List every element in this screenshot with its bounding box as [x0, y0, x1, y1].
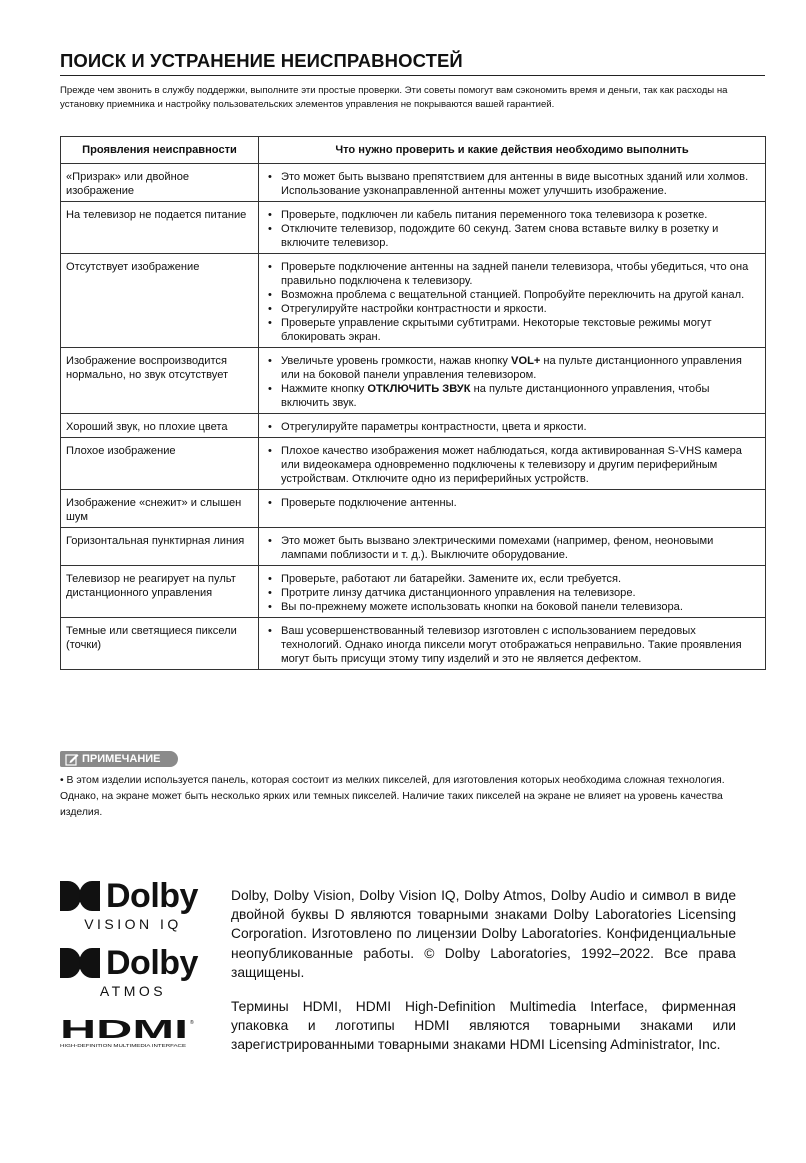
bullet-marker: • [268, 625, 272, 637]
bullet-marker: • [268, 171, 272, 183]
actions-cell [259, 528, 766, 566]
symptom-cell: Горизонтальная пунктирная линия [61, 528, 259, 566]
bullet-marker: • [268, 445, 272, 457]
bullet-marker: • [268, 209, 272, 221]
action-item [265, 302, 759, 316]
action-item [265, 420, 759, 434]
symptom-cell: Отсутствует изображение [61, 254, 259, 348]
action-text: Отрегулируйте параметры контрастности, цвета и яркости. [281, 421, 587, 433]
action-text: Это может быть вызвано препятствием для антенны в виде высотных зданий или холмов. Использование узконаправленной антенны может улучшить изображение. [281, 171, 749, 197]
atmos-label: ATMOS [99, 983, 167, 999]
troubleshooting-table [60, 136, 766, 670]
action-item [265, 600, 759, 614]
action-text: Нажмите кнопку [281, 383, 368, 395]
symptom-cell: Плохое изображение [61, 438, 259, 490]
bullet-marker: • [268, 355, 272, 367]
bullet-marker: • [268, 261, 272, 273]
button-name-text: VOL+ [511, 355, 541, 367]
action-item [265, 222, 759, 250]
dolby-wordmark: Dolby [106, 877, 198, 915]
table-row [61, 202, 766, 254]
action-text: Проверьте, работают ли батарейки. Замените их, если требуется. [281, 573, 622, 585]
button-name-text: ОТКЛЮЧИТЬ ЗВУК [367, 383, 471, 395]
action-text: Отрегулируйте настройки контрастности и яркости. [281, 303, 547, 315]
action-list [265, 208, 759, 250]
action-text: Возможна проблема с вещательной станцией. Попробуйте переключить на другой канал. [281, 289, 745, 301]
vision-iq-label: VISION IQ [84, 916, 182, 932]
table-row [61, 164, 766, 202]
dolby-legal-text: Dolby, Dolby Vision, Dolby Vision IQ, Dolby Atmos, Dolby Audio и символ в виде двойной буквы D являются товарными знаками Dolby Laboratories Licensing Corporation. Изготовлено по лицензии Dolby Laboratories. Конфиденциальные неопубликованные работы. © Dolby Laboratories, 1992–2022. Все права защищены. [231, 888, 736, 980]
note-badge [60, 751, 178, 767]
action-item [265, 316, 759, 344]
action-item [265, 354, 759, 382]
action-list [265, 572, 759, 614]
action-item [265, 586, 759, 600]
action-text: Плохое качество изображения может наблюдаться, когда активированная S-VHS камера или видеокамера одновременно подключены к телевизору и другим периферийным устройствам. Отключите одно из периферийных устройств. [281, 445, 742, 485]
action-list [265, 624, 759, 666]
action-item [265, 170, 759, 198]
bullet-marker: • [268, 223, 272, 235]
action-list [265, 260, 759, 344]
action-list [265, 444, 759, 486]
pencil-note-icon [65, 752, 79, 766]
action-text: Увеличьте уровень громкости, нажав кнопку [281, 355, 512, 367]
bullet-marker: • [268, 587, 272, 599]
actions-cell [259, 202, 766, 254]
bullet-marker: • [268, 383, 272, 395]
action-text: Вы по-прежнему можете использовать кнопки на боковой панели телевизора. [281, 601, 683, 613]
hdmi-logo [60, 1018, 198, 1055]
title-divider [60, 75, 765, 76]
actions-cell [259, 566, 766, 618]
symptom-cell: Изображение «снежит» и слышен шум [61, 490, 259, 528]
bullet-marker: • [268, 535, 272, 547]
symptom-cell: Телевизор не реагирует на пульт дистанционного управления [61, 566, 259, 618]
table-row [61, 528, 766, 566]
action-text: Проверьте управление скрытыми субтитрами. Некоторые текстовые режимы могут блокировать экран. [281, 317, 712, 343]
dolby-atmos-logo [60, 943, 198, 999]
action-text: Протрите линзу датчика дистанционного управления на телевизоре. [281, 587, 636, 599]
symptom-cell: Хороший звук, но плохие цвета [61, 414, 259, 438]
table-header-row [61, 137, 766, 164]
action-text: на пульте дистанционного управления, чтобы включить звук. [281, 383, 710, 409]
actions-cell [259, 490, 766, 528]
action-item [265, 496, 759, 510]
table-row [61, 348, 766, 414]
action-text: Проверьте подключение антенны на задней панели телевизора, чтобы убедиться, что она правильно подключена к телевизору. [281, 261, 749, 287]
table-row [61, 618, 766, 670]
bullet-marker: • [268, 421, 272, 433]
column-header-actions: Что нужно проверить и какие действия необходимо выполнить [259, 137, 766, 164]
table-row [61, 254, 766, 348]
column-header-symptom: Проявления неисправности [61, 137, 259, 164]
table-row [61, 566, 766, 618]
action-item [265, 624, 759, 666]
action-list [265, 496, 759, 510]
bullet-marker: • [268, 573, 272, 585]
actions-cell [259, 414, 766, 438]
bullet-marker: • [268, 289, 272, 301]
action-text: на пульте дистанционного управления или на боковой панели управления телевизором. [281, 355, 742, 381]
table-row [61, 438, 766, 490]
intro-paragraph: Прежде чем звонить в службу поддержки, выполните эти простые проверки. Эти советы помогут вам сэкономить время и деньги, так как расходы на установку приемника и настройку пользовательских элементов управления не покрываются вашей гарантией. [60, 85, 728, 110]
bullet-marker: • [268, 317, 272, 329]
bullet-marker: • [268, 601, 272, 613]
svg-text:HIGH-DEFINITION MULTIMEDIA INT: HIGH-DEFINITION MULTIMEDIA INTERFACE [60, 1043, 187, 1048]
actions-cell [259, 254, 766, 348]
action-list [265, 534, 759, 562]
actions-cell [259, 618, 766, 670]
actions-cell [259, 348, 766, 414]
symptom-cell: Темные или светящиеся пиксели (точки) [61, 618, 259, 670]
dolby-wordmark: Dolby [106, 944, 198, 982]
symptom-cell: Изображение воспроизводится нормально, но звук отсутствует [61, 348, 259, 414]
dolby-vision-iq-logo [60, 876, 198, 932]
dolby-double-d-icon [60, 881, 100, 911]
action-item [265, 260, 759, 288]
hdmi-wordmark-icon [60, 1018, 198, 1050]
actions-cell [259, 164, 766, 202]
action-item [265, 572, 759, 586]
action-text: Ваш усовершенствованный телевизор изготовлен с использованием передовых технологий. Однако иногда пиксели могут отображаться неправильно. Такие проявления могут быть присущи этому типу изделий и это не является дефектом. [281, 625, 742, 665]
action-item [265, 382, 759, 410]
action-item [265, 534, 759, 562]
page-title: ПОИСК И УСТРАНЕНИЕ НЕИСПРАВНОСТЕЙ [60, 50, 463, 71]
action-text: Проверьте подключение антенны. [281, 497, 457, 509]
action-text: Это может быть вызвано электрическими помехами (например, феном, неоновыми лампами поблизости и т. д.). Выключите оборудование. [281, 535, 714, 561]
action-text: Отключите телевизор, подождите 60 секунд. Затем снова вставьте вилку в розетку и включите телевизор. [281, 223, 719, 249]
table-row [61, 490, 766, 528]
symptom-cell: На телевизор не подается питание [61, 202, 259, 254]
action-item [265, 288, 759, 302]
note-text: • В этом изделии используется панель, которая состоит из мелких пикселей, для изготовления которых необходима сложная технология. Однако, на экране может быть несколько ярких или темных пикселей. Наличие таких пикселей на экране не влияет на уровень качества изделия. [60, 775, 725, 818]
action-list [265, 170, 759, 198]
hdmi-legal-text: Термины HDMI, HDMI High-Definition Multimedia Interface, фирменная упаковка и логотипы HDMI являются товарными знаками или зарегистрированными товарными знаками HDMI Licensing Administrator, Inc. [231, 999, 736, 1053]
dolby-double-d-icon [60, 948, 100, 978]
bullet-marker: • [268, 497, 272, 509]
action-text: Проверьте, подключен ли кабель питания переменного тока телевизора к розетке. [281, 209, 708, 221]
svg-text:®: ® [190, 1020, 194, 1026]
action-item [265, 208, 759, 222]
table-body [61, 164, 766, 670]
action-list [265, 420, 759, 434]
note-label: ПРИМЕЧАНИЕ [82, 753, 161, 765]
svg-text:HDMI: HDMI [60, 1018, 188, 1044]
actions-cell [259, 438, 766, 490]
action-list [265, 354, 759, 410]
symptom-cell: «Призрак» или двойное изображение [61, 164, 259, 202]
action-item [265, 444, 759, 486]
bullet-marker: • [268, 303, 272, 315]
table-row [61, 414, 766, 438]
